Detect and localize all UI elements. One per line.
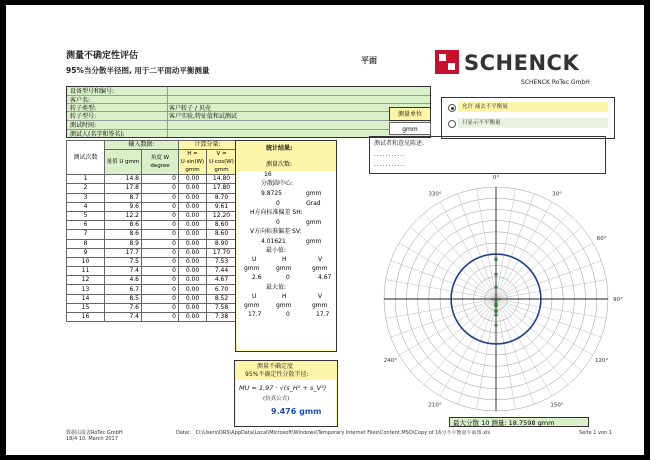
- data-point: [494, 324, 497, 327]
- option-label-2: 只显示不平衡量: [462, 120, 501, 126]
- data-point: [494, 273, 497, 276]
- table-row: [67, 193, 237, 202]
- table-cell: 0.00: [179, 230, 207, 239]
- min-value-h: 0: [286, 274, 290, 281]
- table-cell[interactable]: 0: [142, 239, 179, 248]
- table-cell[interactable]: 7.4: [105, 267, 142, 276]
- plane-label: 平面: [361, 56, 377, 65]
- table-row: [67, 257, 237, 266]
- table-cell[interactable]: 8.7: [105, 193, 142, 202]
- table-cell: 6: [67, 221, 105, 230]
- table-cell[interactable]: 14.8: [105, 175, 142, 184]
- sh-unit: gmm: [306, 219, 322, 226]
- table-row: [67, 267, 237, 276]
- svg-text:SCHENCK: SCHENCK: [464, 51, 580, 75]
- table-cell: 12: [67, 276, 105, 285]
- table-cell[interactable]: 8.9: [105, 239, 142, 248]
- table-row: [67, 248, 237, 257]
- table-cell: 13: [67, 285, 105, 294]
- polar-angle-label: 0°: [492, 175, 500, 181]
- table-cell: 0.00: [179, 175, 207, 184]
- formula-note: (仿真公式): [263, 396, 290, 402]
- report-subtitle: 95%当分散半径图, 用于二平面动平衡测量: [66, 66, 210, 75]
- table-cell: 0.00: [179, 276, 207, 285]
- table-row: [67, 276, 237, 285]
- table-cell: 4: [67, 202, 105, 211]
- max-value-u: 17.7: [248, 311, 262, 318]
- min-unit-h: gmm: [276, 265, 292, 272]
- polar-angle-label: 30°: [552, 191, 562, 198]
- uncertainty-subtitle: 95%不确定性分散半径:: [245, 371, 309, 378]
- table-cell[interactable]: 0: [142, 285, 179, 294]
- table-row: [67, 285, 237, 294]
- current-radius-bar: 最大分散 10 测量: 18.7598 gmm: [449, 417, 589, 427]
- mean-value: 9.8725: [261, 190, 282, 197]
- table-cell: 17.70: [207, 248, 237, 257]
- table-cell: 0.00: [179, 267, 207, 276]
- table-cell: 7: [67, 230, 105, 239]
- table-cell[interactable]: 7.6: [105, 303, 142, 312]
- sv-value: 4.01621: [261, 238, 286, 245]
- table-row: [67, 303, 237, 312]
- uncertainty-formula: MU = 1,97 · √(s_H² + s_V²): [239, 384, 327, 392]
- unit-value[interactable]: gmm: [389, 122, 431, 135]
- footer-path: D:\Users\ORS\AppData\Local\Microsoft\Windows\Temporary Internet Files\Content.MSO\Copy of 16分不平衡量平面图.xls: [196, 430, 491, 436]
- info-row: 测试人(名字和签名):: [67, 129, 430, 139]
- table-cell[interactable]: 0: [142, 202, 179, 211]
- table-cell: 0.00: [179, 239, 207, 248]
- table-cell: 0.00: [179, 184, 207, 193]
- group-input: 输入数据:: [105, 141, 179, 150]
- table-cell: 8.52: [207, 294, 237, 303]
- min-unit-v: gmm: [312, 265, 328, 272]
- table-cell: 8.60: [207, 230, 237, 239]
- table-cell: 0.00: [179, 221, 207, 230]
- table-cell: 17.80: [207, 184, 237, 193]
- data-point: [494, 299, 497, 302]
- col-header-v: V = U·cos(W) gmm: [207, 150, 237, 175]
- table-cell[interactable]: 0: [142, 257, 179, 266]
- table-cell[interactable]: 0: [142, 211, 179, 220]
- table-cell[interactable]: 7.5: [105, 257, 142, 266]
- table-cell: 6.70: [207, 285, 237, 294]
- table-cell[interactable]: 12.2: [105, 211, 142, 220]
- table-cell: 0.00: [179, 303, 207, 312]
- table-cell[interactable]: 0: [142, 193, 179, 202]
- polar-angle-label: 150°: [550, 402, 564, 409]
- table-row: [67, 294, 237, 303]
- table-cell[interactable]: 0: [142, 221, 179, 230]
- table-row: [67, 175, 237, 184]
- table-cell[interactable]: 0: [142, 313, 179, 322]
- table-cell: 0.00: [179, 248, 207, 257]
- max-col-v: V: [318, 293, 323, 300]
- mean-angle: 0: [276, 200, 280, 207]
- table-cell[interactable]: 0: [142, 294, 179, 303]
- options-box: [441, 97, 615, 139]
- table-cell: 7.44: [207, 267, 237, 276]
- table-cell[interactable]: 17.7: [105, 248, 142, 257]
- table-cell: 0.00: [179, 202, 207, 211]
- min-col-v: V: [318, 256, 323, 263]
- sv-unit: gmm: [306, 238, 322, 245]
- table-cell: 0.00: [179, 285, 207, 294]
- sh-title: H方向标准偏差 SH:: [250, 209, 303, 216]
- table-cell: 8: [67, 239, 105, 248]
- mean-title: 分散圆中心:: [261, 180, 294, 187]
- unit-label: 测量单位: [389, 107, 431, 121]
- table-cell: 7.38: [207, 313, 237, 322]
- polar-angle-label: 210°: [428, 402, 442, 409]
- table-cell: 10: [67, 257, 105, 266]
- table-cell: 0.00: [179, 193, 207, 202]
- min-col-u: U: [252, 256, 257, 263]
- group-calc: 计算分量:: [179, 141, 237, 150]
- uncertainty-box: [234, 360, 338, 427]
- table-cell[interactable]: 0: [142, 184, 179, 193]
- option-radio-1[interactable]: [448, 104, 456, 112]
- mean-unit: gmm: [306, 190, 322, 197]
- table-cell[interactable]: 0: [142, 267, 179, 276]
- table-cell: 11: [67, 267, 105, 276]
- info-row: 转子型号: 客户实验,特征值和试测试: [67, 111, 430, 121]
- table-row: [67, 221, 237, 230]
- min-value-u: 2.6: [252, 274, 262, 281]
- max-title: 最大值:: [266, 284, 287, 291]
- info-row: 转子类型: 客户转子 / 贝壳: [67, 103, 430, 113]
- max-value-h: 0: [286, 311, 290, 318]
- table-row: [67, 184, 237, 193]
- stats-title: 统计结果:: [266, 145, 293, 152]
- table-row: [67, 239, 237, 248]
- table-cell[interactable]: 0: [142, 248, 179, 257]
- min-col-h: H: [282, 256, 287, 263]
- min-title: 最小值:: [266, 247, 287, 254]
- report-title: 测量不确定性评估: [66, 51, 139, 61]
- data-point: [494, 286, 497, 289]
- logo-subtitle: SCHENCK RoTec GmbH: [521, 79, 590, 86]
- info-row: 测试时间:: [67, 120, 430, 130]
- col-header-w: 角度 W degree: [142, 150, 179, 175]
- count-value: 16: [264, 171, 272, 178]
- data-point: [494, 310, 497, 313]
- table-cell: 15: [67, 303, 105, 312]
- table-cell: 8.60: [207, 221, 237, 230]
- table-cell: 1: [67, 175, 105, 184]
- footer-date: 18/4 10. March 2017: [66, 436, 118, 442]
- table-cell: 12.20: [207, 211, 237, 220]
- table-cell[interactable]: 17.8: [105, 184, 142, 193]
- table-cell[interactable]: 4.6: [105, 276, 142, 285]
- footer-path-label: Datei:: [176, 430, 192, 436]
- table-cell[interactable]: 0: [142, 303, 179, 312]
- max-col-h: H: [282, 293, 287, 300]
- table-row: [67, 230, 237, 239]
- table-cell: 0.00: [179, 211, 207, 220]
- info-block: [66, 86, 431, 138]
- max-unit-h: gmm: [276, 302, 292, 309]
- uncertainty-title: 测量不确定度: [257, 363, 294, 370]
- info-row: 设备型号和编号:: [70, 88, 115, 95]
- table-row: [67, 313, 237, 322]
- table-cell[interactable]: 0: [142, 230, 179, 239]
- option-label-1: 允许 减去不平衡量: [462, 104, 508, 110]
- table-row: [67, 211, 237, 220]
- table-cell[interactable]: 9.6: [105, 202, 142, 211]
- table-cell: 7.53: [207, 257, 237, 266]
- table-cell[interactable]: 6.7: [105, 285, 142, 294]
- col-header-u: 量值 U gmm: [105, 150, 142, 175]
- mean-angle-unit: Grad: [306, 200, 321, 207]
- schenck-logo: [434, 49, 612, 76]
- table-cell: 8.70: [207, 193, 237, 202]
- min-value-v: 4.67: [318, 274, 332, 281]
- col-header-count: 测试次数: [67, 141, 105, 175]
- data-point: [494, 304, 497, 307]
- table-cell: 14: [67, 294, 105, 303]
- table-cell: 4.67: [207, 276, 237, 285]
- table-cell: 3: [67, 193, 105, 202]
- max-col-u: U: [252, 293, 257, 300]
- table-cell: 14.80: [207, 175, 237, 184]
- table-cell: 0.00: [179, 313, 207, 322]
- table-row: [67, 202, 237, 211]
- count-title: 测量次数:: [266, 161, 293, 168]
- statistics-box: [235, 140, 337, 352]
- polar-plot: [366, 175, 626, 415]
- table-cell[interactable]: 0: [142, 276, 179, 285]
- table-cell: 5: [67, 211, 105, 220]
- data-point: [494, 313, 497, 316]
- remark-box[interactable]: 测试者和意见陈述: ........... ...........: [369, 136, 606, 174]
- data-point: [494, 258, 497, 261]
- polar-angle-label: 90°: [613, 297, 623, 303]
- table-cell: 0.00: [179, 257, 207, 266]
- table-cell[interactable]: 8.6: [105, 221, 142, 230]
- table-cell: 7.58: [207, 303, 237, 312]
- table-cell[interactable]: 7.4: [105, 313, 142, 322]
- info-row: 客户名:: [67, 95, 430, 105]
- table-cell: 8.90: [207, 239, 237, 248]
- option-radio-2[interactable]: [448, 120, 456, 128]
- sh-value: 0: [276, 219, 280, 226]
- max-unit-v: gmm: [312, 302, 328, 309]
- table-cell: 9.61: [207, 202, 237, 211]
- table-cell: 9: [67, 248, 105, 257]
- table-cell: 0.00: [179, 294, 207, 303]
- table-cell: 16: [67, 313, 105, 322]
- table-cell[interactable]: 0: [142, 175, 179, 184]
- polar-angle-label: 240°: [383, 358, 397, 364]
- polar-angle-label: 330°: [428, 191, 442, 198]
- footer-company: 数据由报表RoTec GmbH: [66, 430, 123, 436]
- max-value-v: 17.7: [316, 311, 330, 318]
- uncertainty-value: 9.476 gmm: [271, 407, 322, 416]
- report-page: [6, 5, 644, 455]
- polar-angle-label: 120°: [595, 358, 609, 364]
- col-header-h: H = U·sin(W) gmm: [179, 150, 207, 175]
- sv-title: V方向标准偏差 SV:: [250, 228, 302, 235]
- measurement-table: [66, 140, 237, 322]
- remark-label: 测试者和意见陈述:: [374, 140, 425, 147]
- table-cell[interactable]: 8.5: [105, 294, 142, 303]
- footer-page: Seite 1 von 1: [579, 430, 612, 436]
- table-cell[interactable]: 8.6: [105, 230, 142, 239]
- max-unit-u: gmm: [244, 302, 260, 309]
- min-unit-u: gmm: [244, 265, 260, 272]
- table-cell: 2: [67, 184, 105, 193]
- polar-angle-label: 60°: [596, 236, 607, 242]
